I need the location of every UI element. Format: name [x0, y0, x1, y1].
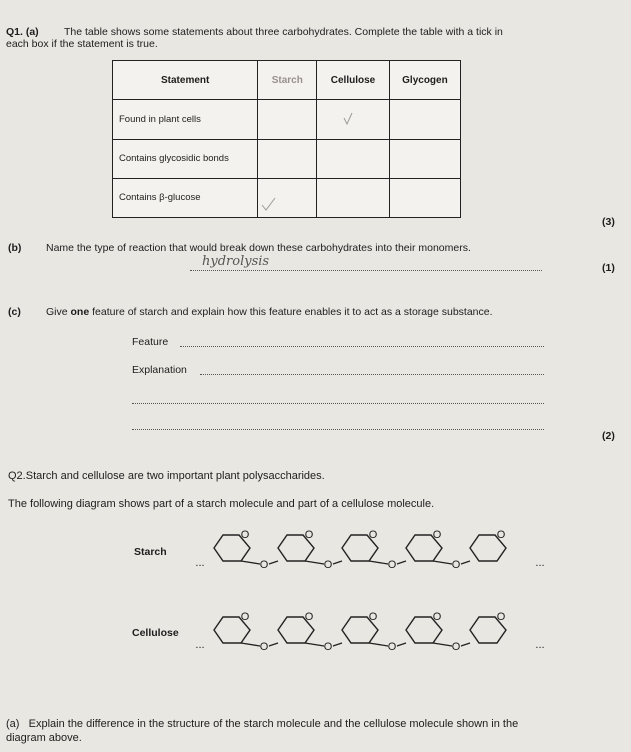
- glycosidic-bond: [333, 561, 342, 564]
- q2a-line2: diagram above.: [6, 732, 82, 744]
- q1c-label: (c): [8, 306, 21, 318]
- q1b-label: (b): [8, 242, 22, 254]
- ring-oxygen-label: O: [496, 529, 506, 541]
- glycosidic-bond: [461, 561, 470, 564]
- q2-intro: The following diagram shows part of a starch molecule and part of a cellulose molecule.: [8, 498, 435, 510]
- glycosidic-bond: [433, 643, 452, 646]
- chain-end-ellipsis: ...: [535, 557, 545, 569]
- q2a-question: Explain the difference in the structure of the starch molecule and the cellulose molecule shown in the: [28, 718, 519, 730]
- q1b-marks: (1): [602, 262, 615, 274]
- glycosidic-bond: [397, 561, 406, 564]
- q1c-question-post: feature of starch and explain how this feature enables it to act as a storage substance.: [92, 306, 493, 318]
- row-label: Contains β-glucose: [113, 178, 258, 217]
- q1-marks: (3): [602, 216, 615, 228]
- chain-start-ellipsis: ...: [195, 557, 205, 569]
- glycosidic-bond: [369, 561, 388, 564]
- glycosidic-bond: [241, 643, 260, 646]
- feature-label: Feature: [132, 336, 169, 348]
- ring-oxygen-label: O: [368, 611, 378, 623]
- ring-oxygen-label: O: [240, 611, 250, 623]
- glycosidic-bond: [305, 561, 324, 564]
- bridge-oxygen-label: O: [387, 641, 397, 653]
- chain-end-ellipsis: ...: [535, 639, 545, 651]
- bridge-oxygen-label: O: [323, 559, 333, 571]
- q1c-question-bold: one: [70, 306, 90, 318]
- q1-intro-line2: each box if the statement is true.: [6, 38, 158, 50]
- q1c-marks: (2): [602, 430, 615, 442]
- chain-start-ellipsis: ...: [195, 639, 205, 651]
- row-label: Found in plant cells: [113, 100, 258, 139]
- header-statement: Statement: [113, 61, 258, 100]
- glycosidic-bond: [397, 643, 406, 646]
- q1-intro-line1: The table shows some statements about three carbohydrates. Complete the table with a tick in: [64, 26, 503, 38]
- cellulose-label: Cellulose: [132, 627, 179, 639]
- ring-oxygen-label: O: [368, 529, 378, 541]
- bridge-oxygen-label: O: [259, 559, 269, 571]
- glycosidic-bond: [369, 643, 388, 646]
- glycosidic-bond: [269, 643, 278, 646]
- starch-label: Starch: [134, 546, 167, 558]
- header-cellulose: Cellulose: [317, 61, 390, 100]
- glycosidic-bond: [461, 643, 470, 646]
- bridge-oxygen-label: O: [451, 641, 461, 653]
- q1b-answer[interactable]: hydrolysis: [202, 254, 270, 269]
- ring-oxygen-label: O: [432, 611, 442, 623]
- ring-oxygen-label: O: [496, 611, 506, 623]
- glycosidic-bond: [241, 561, 260, 564]
- bridge-oxygen-label: O: [387, 559, 397, 571]
- glycosidic-bond: [333, 643, 342, 646]
- q2-heading: Q2.Starch and cellulose are two important plant polysaccharides.: [8, 470, 325, 482]
- glycosidic-bond: [433, 561, 452, 564]
- explanation-label: Explanation: [132, 364, 187, 376]
- ring-oxygen-label: O: [240, 529, 250, 541]
- header-glycogen: Glycogen: [389, 61, 460, 100]
- bridge-oxygen-label: O: [259, 641, 269, 653]
- bridge-oxygen-label: O: [451, 559, 461, 571]
- header-starch: Starch: [258, 61, 317, 100]
- q2a-line1: [6, 718, 518, 731]
- bridge-oxygen-label: O: [323, 641, 333, 653]
- glycosidic-bond: [305, 643, 324, 646]
- glycosidic-bond: [269, 561, 278, 564]
- row-label: Contains glycosidic bonds: [113, 139, 258, 178]
- ring-oxygen-label: O: [304, 529, 314, 541]
- ring-oxygen-label: O: [432, 529, 442, 541]
- ring-oxygen-label: O: [304, 611, 314, 623]
- q1c-question-pre: Give: [46, 306, 68, 318]
- q1b-question: Name the type of reaction that would break down these carbohydrates into their monomers.: [46, 242, 471, 254]
- q2a-label: (a): [6, 718, 20, 730]
- q1-number: Q1. (a): [6, 26, 39, 38]
